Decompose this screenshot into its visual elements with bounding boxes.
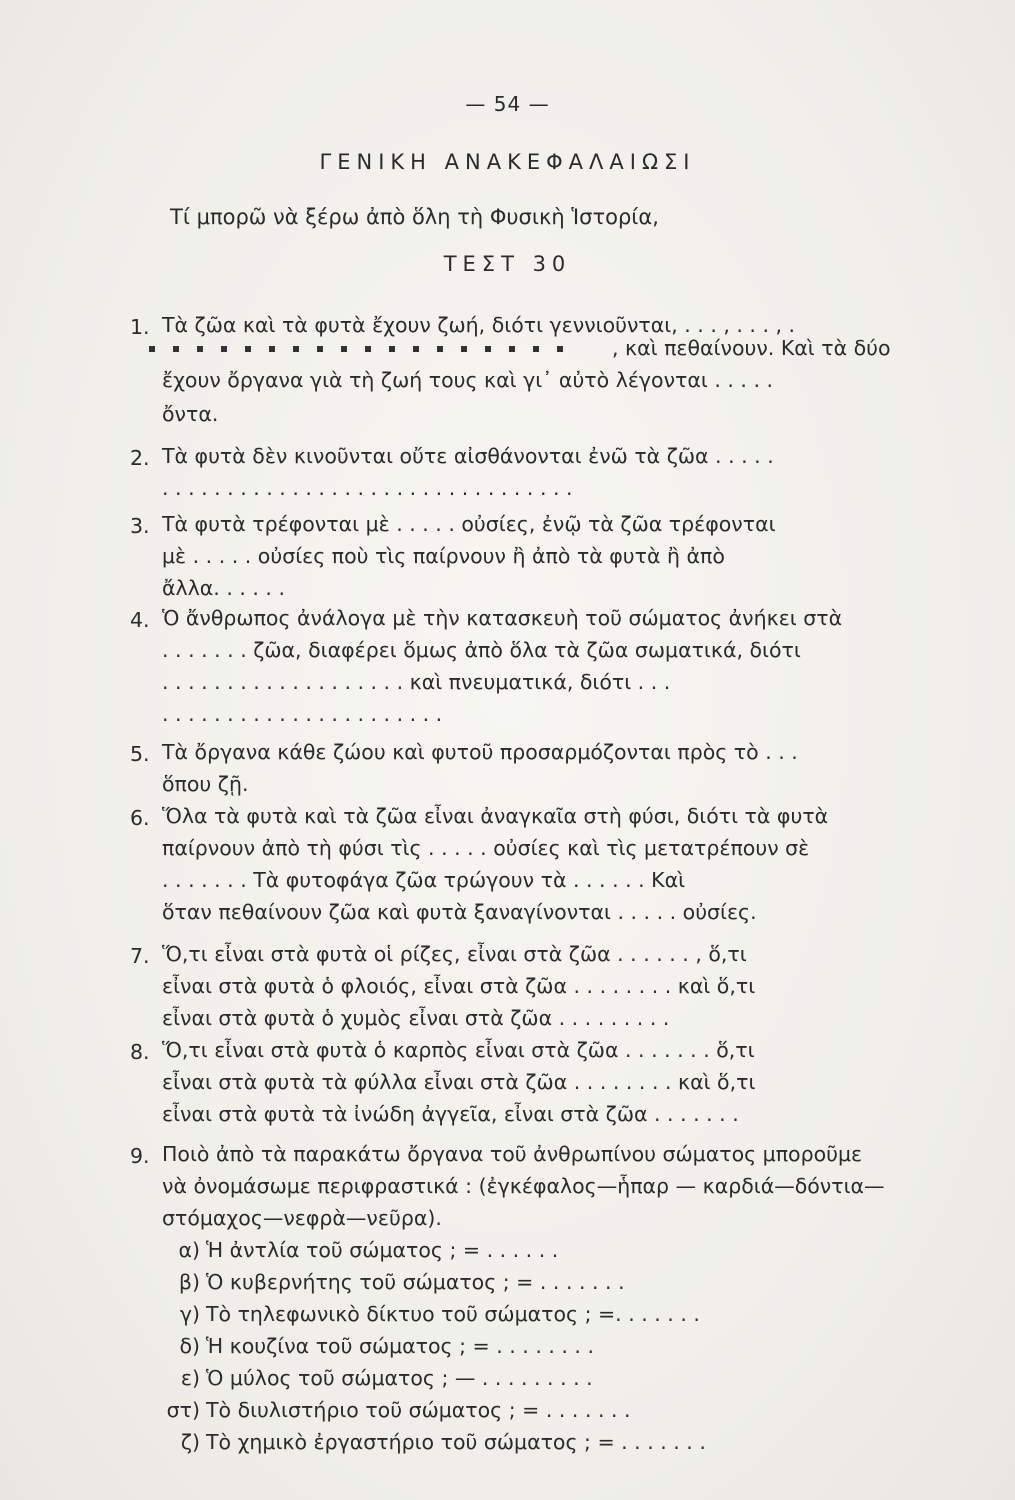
item-6-line-1: Ὅλα τὰ φυτὰ καὶ τὰ ζῶα εἶναι ἀναγκαῖα στὴ φύσι, διότι τὰ φυτὰ <box>162 804 829 828</box>
item-3-line-2: μὲ . . . . . οὐσίες ποὺ τὶς παίρνουν ἢ ἀπὸ τὰ φυτὰ ἢ ἀπὸ <box>162 544 725 568</box>
item-6-line-4: ὅταν πεθαίνουν ζῶα καὶ φυτὰ ξαναγίνονται . . . . . οὐσίες. <box>162 900 757 924</box>
test-title: ΤΕΣΤ 30 <box>443 252 572 276</box>
item-4-line-3: . . . . . . . . . . . . . . . . . . . καὶ πνευματικά, διότι . . . <box>162 670 671 694</box>
subitem-label: α) <box>178 1238 200 1262</box>
item-number: 9. <box>130 1144 150 1168</box>
item-8-line-2: εἶναι στὰ φυτὰ τὰ φύλλα εἶναι στὰ ζῶα . . . . . . . . καὶ ὅ,τι <box>162 1070 756 1094</box>
item-5-line-1: Τὰ ὄργανα κάθε ζώου καὶ φυτοῦ προσαρμόζονται πρὸς τὸ . . . <box>162 740 798 764</box>
subitem-label: ζ) <box>180 1430 200 1454</box>
item-1-line-4: ὄντα. <box>162 402 219 426</box>
dotted-blank-squares <box>140 338 610 362</box>
item-7-line-1: Ὅ,τι εἶναι στὰ φυτὰ οἱ ρίζες, εἶναι στὰ ζῶα . . . . . . , ὅ,τι <box>162 942 747 966</box>
item-number: 6. <box>130 806 150 830</box>
item-4-line-4: . . . . . . . . . . . . . . . . . . . . . . <box>162 702 443 726</box>
subitem-text: Ἡ ἀντλία τοῦ σώματος ; = . . . . . . <box>206 1238 559 1262</box>
item-1-line-1: Τὰ ζῶα καὶ τὰ φυτὰ ἔχουν ζωή, διότι γεννιοῦνται, . . . , . . . , . <box>162 313 796 337</box>
item-3-line-1: Τὰ φυτὰ τρέφονται μὲ . . . . . οὐσίες, ἐνῷ τὰ ζῶα τρέφονται <box>162 512 776 536</box>
item-9-line-2: νὰ ὀνομάσωμε περιφραστικά : (ἐγκέφαλος—ἧπαρ — καρδιά—δόντια— <box>162 1174 885 1198</box>
subitem-text: Ὁ κυβερνήτης τοῦ σώματος ; = . . . . . . . <box>206 1270 625 1294</box>
subitem-label: δ) <box>179 1334 200 1358</box>
subitem-label: στ) <box>166 1398 200 1422</box>
item-number: 2. <box>130 446 150 470</box>
item-number: 3. <box>130 514 150 538</box>
page-number: — 54 — <box>465 92 550 116</box>
item-9-line-1: Ποιὸ ἀπὸ τὰ παρακάτω ὄργανα τοῦ ἀνθρωπίνου σώματος μποροῦμε <box>162 1142 863 1166</box>
item-1-line-2: , καὶ πεθαίνουν. Καὶ τὰ δύο <box>612 336 891 360</box>
subitem-text: Ὁ μύλος τοῦ σώματος ; — . . . . . . . . . <box>206 1366 593 1390</box>
subtitle: Τί μπορῶ νὰ ξέρω ἀπὸ ὅλη τὴ Φυσικὴ Ἱστορία, <box>170 205 659 229</box>
item-number: 7. <box>130 944 150 968</box>
subitem-text: Ἡ κουζίνα τοῦ σώματος ; = . . . . . . . . <box>206 1334 594 1358</box>
item-6-line-2: παίρνουν ἀπὸ τὴ φύσι τὶς . . . . . οὐσίες καὶ τὶς μετατρέπουν σὲ <box>162 836 810 860</box>
item-4-line-2: . . . . . . . ζῶα, διαφέρει ὅμως ἀπὸ ὅλα τὰ ζῶα σωματικά, διότι <box>162 638 801 662</box>
item-4-line-1: Ὁ ἄνθρωπος ἀνάλογα μὲ τὴν κατασκευὴ τοῦ σώματος ἀνήκει στὰ <box>162 606 843 630</box>
item-5-line-2: ὅπου ζῇ. <box>162 772 249 796</box>
item-7-line-3: εἶναι στὰ φυτὰ ὁ χυμὸς εἶναι στὰ ζῶα . . . . . . . . . <box>162 1006 670 1030</box>
section-heading: ΓΕΝΙΚΗ ΑΝΑΚΕΦΑΛΑΙΩΣΙ <box>319 150 696 174</box>
subitem-text: Τὸ διυλιστήριο τοῦ σώματος ; = . . . . . . . <box>206 1398 631 1422</box>
subitem-label: γ) <box>179 1302 200 1326</box>
item-3-line-3: ἄλλα. . . . . . <box>162 576 285 600</box>
item-2-line-2: . . . . . . . . . . . . . . . . . . . . . . . . . . . . . . . . <box>162 476 573 500</box>
item-2-line-1: Τὰ φυτὰ δὲν κινοῦνται οὔτε αἰσθάνονται ἐνῶ τὰ ζῶα . . . . . <box>162 444 774 468</box>
item-number: 5. <box>130 742 150 766</box>
item-6-line-3: . . . . . . . Τὰ φυτοφάγα ζῶα τρώγουν τὰ . . . . . . Καὶ <box>162 868 686 892</box>
subitem-label: β) <box>178 1270 200 1294</box>
subitem-label: ε) <box>180 1366 200 1390</box>
item-8-line-1: Ὅ,τι εἶναι στὰ φυτὰ ὁ καρπὸς εἶναι στὰ ζῶα . . . . . . . ὅ,τι <box>162 1038 755 1062</box>
item-7-line-2: εἶναι στὰ φυτὰ ὁ φλοιός, εἶναι στὰ ζῶα . . . . . . . . καὶ ὅ,τι <box>162 974 756 998</box>
item-1-line-3: ἔχουν ὄργανα γιὰ τὴ ζωή τους καὶ γι᾽ αὐτὸ λέγονται . . . . . <box>162 368 773 392</box>
item-number: 8. <box>130 1040 150 1064</box>
subitem-text: Τὸ τηλεφωνικὸ δίκτυο τοῦ σώματος ; =. . . . . . . <box>206 1302 700 1326</box>
item-number: 1. <box>130 315 150 339</box>
subitem-text: Τὸ χημικὸ ἐργαστήριο τοῦ σώματος ; = . . . . . . . <box>206 1430 706 1454</box>
item-number: 4. <box>130 608 150 632</box>
item-9-line-3: στόμαχος—νεφρὰ—νεῦρα). <box>162 1206 442 1230</box>
item-8-line-3: εἶναι στὰ φυτὰ τὰ ἰνώδη ἀγγεῖα, εἶναι στὰ ζῶα . . . . . . . <box>162 1102 739 1126</box>
